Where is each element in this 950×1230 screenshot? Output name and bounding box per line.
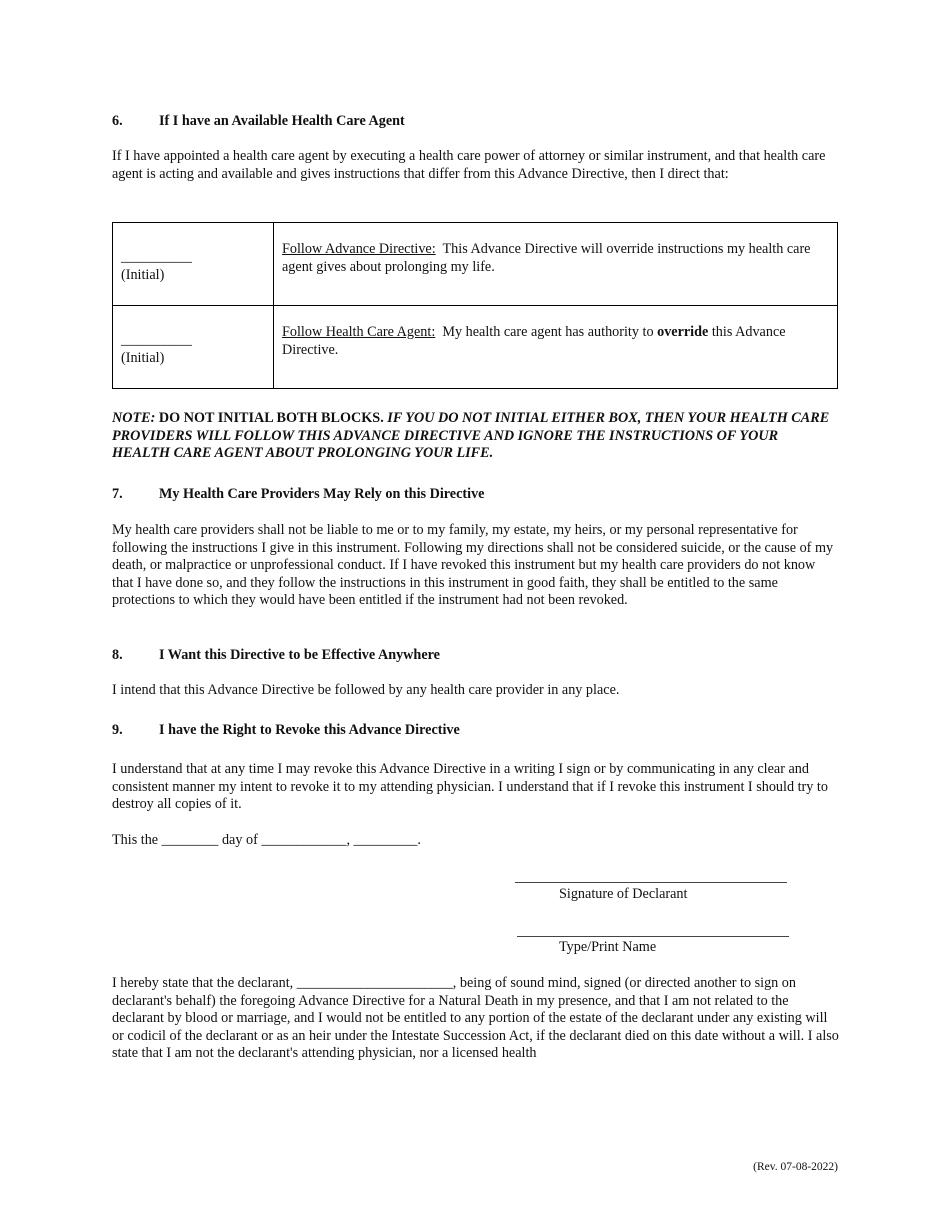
section-title: If I have an Available Health Care Agent — [159, 113, 405, 129]
print-name-line[interactable] — [517, 936, 789, 937]
section-title: My Health Care Providers May Rely on this Directive — [159, 486, 485, 502]
initial-label: (Initial) — [121, 350, 165, 366]
agent-choice-table — [112, 222, 838, 389]
declarant-signature-line[interactable] — [515, 882, 787, 883]
initial-box[interactable] — [113, 306, 274, 389]
print-name-label: Type/Print Name — [559, 939, 657, 955]
initial-blank: __________ — [121, 249, 192, 265]
revision-date: (Rev. 07-08-2022) — [753, 1161, 838, 1173]
section-number: 8. — [112, 647, 123, 663]
section-9-heading — [112, 722, 838, 740]
witness-statement: I hereby state that the declarant, ______________________, being of sound mind, signed (or directed another to sign on declarant's behalf) the foregoing Advance Directive for a Natural Death in my presence, and that I am not related to the declarant by blood or marriage, and I would not be entitled to any portion of the estate of the declarant under any existing will or codicil of the declarant or as an heir under the Intestate Succession Act, if the declarant died on this date without a will. I also state that I am not the declarant's attending physician, nor a licensed health — [112, 975, 839, 1062]
option-description — [274, 306, 838, 389]
option-emphasis: override — [657, 324, 709, 340]
initial-box[interactable] — [113, 223, 274, 306]
section-8-heading — [112, 647, 838, 665]
section-9-body: I understand that at any time I may revoke this Advance Directive in a writing I sign or by communicating in any clear and consistent manner my intent to revoke it to my attending physician. I understand that if I revoke this instrument I should try to destroy all copies of it. — [112, 761, 828, 813]
table-row — [113, 223, 838, 306]
option-text: My health care agent has authority to — [442, 324, 654, 340]
note-plain: DO NOT INITIAL BOTH BLOCKS. — [158, 410, 384, 426]
declarant-signature-label: Signature of Declarant — [559, 886, 688, 902]
section-7-heading — [112, 486, 838, 504]
section-title: I have the Right to Revoke this Advance Directive — [159, 722, 460, 738]
option-lead: Follow Advance Directive: — [282, 241, 436, 257]
section-8-body: I intend that this Advance Directive be followed by any health care provider in any place. — [112, 682, 620, 698]
note-rest: IF YOU DO NOT INITIAL EITHER BOX, THEN YOUR HEALTH CARE PROVIDERS WILL FOLLOW THIS ADVANCE DIRECTIVE AND IGNORE THE INSTRUCTIONS OF YOUR HEALTH CARE AGENT ABOUT PROLONGING YOUR LIFE. — [112, 410, 830, 462]
option-description — [274, 223, 838, 306]
section-7-body: My health care providers shall not be liable to me or to my family, my estate, my heirs, or my personal representative for following the instructions I give in this instrument. Following my directions shall not be considered suicide, or the cause of my death, or malpractice or unprofessional conduct. If I have revoked this instrument but my health care providers do not know that I have done so, and they follow the instructions in this instrument in good faith, they shall be entitled to the same protections to which they would have been entitled if the instrument had not been revoked. — [112, 522, 834, 609]
section-6-heading — [112, 113, 838, 131]
section-6-intro: If I have appointed a health care agent by executing a health care power of attorney or similar instrument, and that health care agent is acting and available and gives instructions that differ from this Advance Directive, then I direct that: — [112, 148, 826, 182]
option-text-tail: this Advance Directive. — [282, 324, 786, 358]
section-number: 7. — [112, 486, 123, 502]
section-title: I Want this Directive to be Effective Anywhere — [159, 647, 440, 663]
option-lead: Follow Health Care Agent: — [282, 324, 436, 340]
section-number: 6. — [112, 113, 123, 129]
warning-note — [112, 410, 838, 463]
initial-blank: __________ — [121, 332, 192, 348]
note-label: NOTE: — [112, 410, 156, 426]
initial-label: (Initial) — [121, 267, 165, 283]
table-row — [113, 306, 838, 389]
section-number: 9. — [112, 722, 123, 738]
date-line[interactable]: This the ________ day of ____________, _________. — [112, 832, 421, 848]
option-text: This Advance Directive will override instructions my health care agent gives about prolonging my life. — [282, 241, 811, 275]
